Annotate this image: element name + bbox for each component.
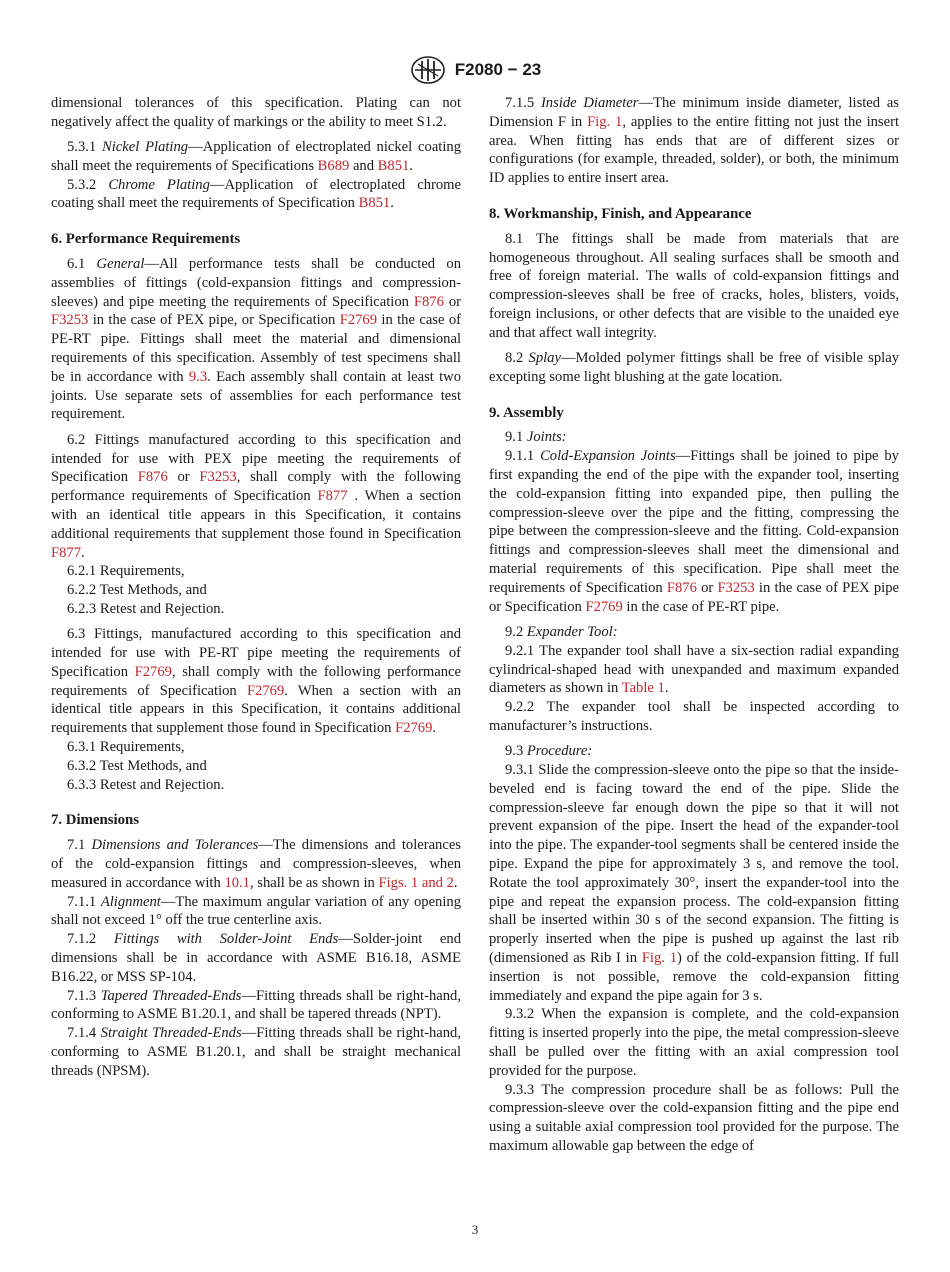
paragraph-9-1: 9.1 Joints:	[505, 429, 567, 446]
paragraph-9-3-1: 9.3.1 Slide the compression-sleeve onto the pipe so that the inside-beveled end is facing toward the end of the pipe. Slide the compression-sleeve far enough down the pipe so that it will not prevent expansion of the pipe. Insert the head of the expander-tool into the pipe. The expander-tool segments shall be centered inside the pipe. Expand the pipe for approximately 3 s, and remove the tool. Rotate the tool approximately 30°, insert the expander-tool into the pipe and repeat the expansion process. The cold-expansion fitting shall be inserted within 30 s of the second expansion. The fitting is properly inserted when the pipe is pushed up against the last rib (dimensioned as Rib I in Fig. 1) of the cold-expansion fitting. If full insertion is not possible, remove the cold-expansion fitting immediately and expand the pipe again for 3 s.	[489, 762, 900, 1004]
link-f2769[interactable]: F2769	[585, 598, 623, 615]
section-heading-7: 7. Dimensions	[51, 812, 139, 829]
link-section-10-1[interactable]: 10.1	[224, 874, 250, 891]
paragraph-9-1-1: 9.1.1 Cold-Expansion Joints—Fittings shall be joined to pipe by first expanding the end of the pipe with the expander tool, inserting the cold-expansion fitting into expanded pipe, then pulling the compression-sleeve over the pipe and the fitting, compressing the pipe between the compression-sleeve and the fitting. Cold-expansion fittings and compression-sleeves shall meet the dimensional and material requirements of this specification. Pipe shall meet the requirements of Specification F876 or F3253 in the case of PEX pipe or Specification F2769 in the case of PE-RT pipe.	[489, 448, 899, 615]
paragraph-5-3-1: 5.3.1 Nickel Plating—Application of electroplated nickel coating shall meet the requirements of Specifications B689 and B851.	[51, 139, 461, 174]
link-f876[interactable]: F876	[413, 293, 444, 310]
link-f3253[interactable]: F3253	[717, 579, 755, 596]
link-f2769[interactable]: F2769	[134, 663, 172, 680]
paragraph-7-1-2: 7.1.2 Fittings with Solder-Joint Ends—Solder-joint end dimensions shall be in accordance with ASME B16.18, ASME B16.22, or MSS SP-104.	[51, 931, 461, 985]
paragraph-9-2-1: 9.2.1 The expander tool shall have a six-section radial expanding cylindrical-shaped head with unexpanded and maximum expanded diameters as shown in Table 1.	[489, 642, 899, 697]
paragraph-8-2: 8.2 Splay—Molded polymer fittings shall be free of visible splay excepting some light blushing at the gate location.	[489, 350, 899, 385]
link-f3253[interactable]: F3253	[199, 469, 237, 486]
link-f3253[interactable]: F3253	[51, 312, 89, 329]
link-f2769[interactable]: F2769	[339, 312, 378, 329]
link-f877[interactable]: F877	[317, 488, 348, 505]
paragraph-7-1-3: 7.1.3 Tapered Threaded-Ends—Fitting threads shall be right-hand, conforming to ASME B1.20.1, and shall be tapered threads (NPT).	[51, 987, 461, 1023]
right-column	[489, 94, 899, 1156]
link-section-9-3[interactable]: 9.3	[188, 368, 208, 385]
link-table-1[interactable]: Table 1	[621, 680, 665, 697]
link-f876[interactable]: F876	[137, 469, 168, 486]
link-fig-1[interactable]: Fig. 1	[587, 113, 623, 130]
paragraph-7-1-5: 7.1.5 Inside Diameter—The minimum inside diameter, listed as Dimension F in Fig. 1, applies to the entire fitting not just the insert area. When fitting has ends that are of different sizes or configurations (for example, threaded, solder), or both, the minimum ID applies to entire insert area.	[489, 95, 899, 187]
paragraph-6-2-3: 6.2.3 Retest and Rejection.	[67, 600, 225, 617]
paragraph-6-3-2: 6.3.2 Test Methods, and	[67, 757, 207, 774]
paragraph-7-1: 7.1 Dimensions and Tolerances—The dimensions and tolerances of the cold-expansion fittings and compression-sleeves, when measured in accordance with 10.1, shall be as shown in Figs. 1 and 2.	[51, 837, 461, 891]
paragraph-7-1-4: 7.1.4 Straight Threaded-Ends—Fitting threads shall be right-hand, conforming to ASME B1.20.1, and shall be straight mechanical threads (NPSM).	[51, 1025, 461, 1079]
paragraph-5-3-cont: dimensional tolerances of this specification. Plating can not negatively affect the quality of markings or the ability to meet S1.2.	[51, 95, 461, 130]
link-f876[interactable]: F876	[666, 579, 697, 596]
paragraph-6-3-3: 6.3.3 Retest and Rejection.	[67, 776, 225, 793]
paragraph-9-3: 9.3 Procedure:	[505, 743, 593, 760]
paragraph-9-2-2: 9.2.2 The expander tool shall be inspected according to manufacturer’s instructions.	[489, 699, 899, 734]
paragraph-6-1: 6.1 General—All performance tests shall be conducted on assemblies of fittings (cold-expansion fittings and compression-sleeves) and pipe meeting the requirements of Specification F876 or F3253 in the case of PEX pipe, or Specification F2769 in the case of PE-RT pipe. Fittings shall meet the material and dimensional requirements of this specification. Assembly of test specimens shall be in accordance with 9.3. Each assembly shall contain at least two joints. Use separate sets of assemblies for each performance test requirement.	[51, 256, 462, 423]
link-figs-1-2[interactable]: Figs. 1 and 2	[378, 874, 454, 891]
paragraph-6-2-2: 6.2.2 Test Methods, and	[67, 582, 207, 599]
link-fig-1[interactable]: Fig. 1	[641, 949, 678, 966]
paragraph-6-3-1: 6.3.1 Requirements,	[67, 739, 185, 755]
link-b851[interactable]: B851	[358, 195, 391, 212]
link-f2769[interactable]: F2769	[246, 682, 285, 699]
paragraph-6-2: 6.2 Fittings manufactured according to this specification and intended for use with PEX pipe meeting the requirements of Specification F876 or F3253, shall comply with the following performance requirements of Specification F877 . When a section with an identical title appears in this Specification, it contains additional requirements that supplement those found in Specification F877.	[51, 431, 461, 561]
paragraph-6-3: 6.3 Fittings, manufactured according to this specification and intended for use with PE-RT pipe meeting the requirements of Specification F2769, shall comply with the following performance requirements of Specification F2769. When a section with an identical title appears in this Specification, it contains additional requirements that supplement those found in Specification F2769.	[51, 626, 462, 737]
link-f877[interactable]: F877	[51, 544, 82, 561]
left-column	[51, 94, 461, 1081]
document-id: F2080 − 23	[454, 60, 542, 79]
astm-logo-icon	[409, 55, 447, 85]
paragraph-9-2: 9.2 Expander Tool:	[505, 623, 618, 640]
link-b851[interactable]: B851	[377, 157, 410, 174]
page-header	[0, 55, 950, 85]
paragraph-6-2-1: 6.2.1 Requirements,	[67, 563, 185, 580]
link-f2769[interactable]: F2769	[395, 720, 433, 737]
paragraph-9-3-3: 9.3.3 The compression procedure shall be as follows: Pull the compression-sleeve over the cold-expansion fitting and the pipe end using a suitable axial compression tool provided for the purpose. The maximum allowable gap between the edge of	[489, 1081, 899, 1154]
paragraph-8-1: 8.1 The fittings shall be made from materials that are homogeneous throughout. All sealing surfaces shall be smooth and free of foreign material. The walls of cold-expansion fittings and compression-sleeves shall be free of cracks, holes, blisters, voids, foreign inclusions, or other defects that are visible to the unaided eye and that affect wall integrity.	[489, 230, 899, 341]
page-number: 3	[471, 1222, 479, 1237]
link-b689[interactable]: B689	[317, 157, 350, 174]
paragraph-7-1-1: 7.1.1 Alignment—The maximum angular variation of any opening shall not exceed 1° off the true centerline axis.	[51, 893, 461, 929]
section-heading-6: 6. Performance Requirements	[51, 231, 241, 248]
paragraph-5-3-2: 5.3.2 Chrome Plating—Application of electroplated chrome coating shall meet the requirements of Specification B851.	[51, 176, 461, 212]
section-heading-8: 8. Workmanship, Finish, and Appearance	[489, 205, 752, 222]
section-heading-9: 9. Assembly	[489, 404, 564, 421]
paragraph-9-3-2: 9.3.2 When the expansion is complete, and the cold-expansion fitting is inserted properly into the pipe, the metal compression-sleeve shall be pulled over the fitting with an axial compression tool provided for the purpose.	[489, 1006, 899, 1079]
